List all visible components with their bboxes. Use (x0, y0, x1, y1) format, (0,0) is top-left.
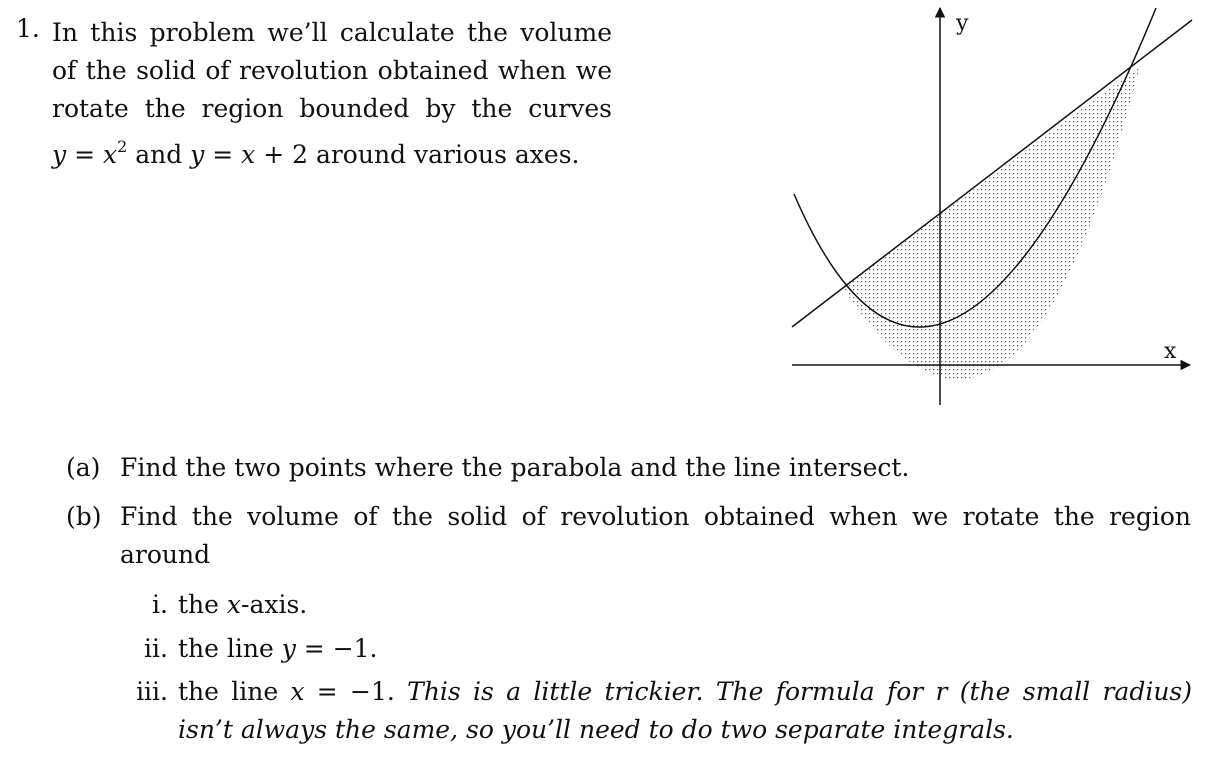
intro-line-4-tail: + 2 around various axes. (255, 140, 580, 169)
intro-line-2: of the solid of revolution obtained when we (52, 56, 612, 85)
intro-line-1: In this problem we’ll calculate the volume (52, 18, 612, 47)
subpart-iii-italic-2: isn’t always the same, so you’ll need to do two separate integrals. (178, 715, 1014, 744)
equals: = (66, 140, 103, 169)
subpart-i-pre: the (178, 590, 227, 619)
shaded-region (842, 66, 1140, 379)
part-b-line-2: around (120, 540, 211, 569)
equals-2: = (204, 140, 242, 169)
math-y-2: y (190, 140, 205, 169)
intro-line-3: rotate the region bounded by the curves (52, 94, 612, 123)
region-figure (780, 0, 1200, 415)
part-b-label: (b) (66, 502, 102, 531)
subpart-ii-pre: the line (178, 634, 282, 663)
part-b-line-1: Find the volume of the solid of revolution obtained when we rotate the region (120, 502, 1191, 531)
exponent: 2 (117, 137, 128, 156)
problem-number: 1. (16, 14, 40, 43)
subpart-iii-pre: the line (178, 677, 291, 706)
problem-intro (52, 14, 612, 174)
part-a-label: (a) (66, 453, 101, 482)
math-x: x (102, 140, 118, 169)
subpart-iii-label: iii. (136, 677, 168, 706)
subpart-i-text (178, 586, 307, 624)
y-axis-label: y (956, 11, 969, 36)
subpart-iii-var: x (290, 677, 305, 706)
subpart-ii-post: = −1. (295, 634, 378, 663)
math-y: y (52, 140, 67, 169)
subpart-ii-label: ii. (144, 634, 168, 663)
math-x-2: x (241, 140, 256, 169)
subpart-iii-post: = −1. (304, 677, 408, 706)
subpart-ii-text (178, 630, 378, 668)
subpart-i-post: -axis. (241, 590, 308, 619)
subpart-iii-line-1 (178, 673, 1192, 711)
subpart-iii-text (178, 673, 1192, 749)
subpart-ii-var: y (281, 634, 296, 663)
part-b-text (120, 498, 1191, 574)
intro-line-4 (52, 128, 612, 174)
subpart-i-var: x (226, 590, 241, 619)
subpart-iii-italic-1: This is a little trickier. The formula for r (the small radius) (407, 677, 1192, 706)
subpart-i-label: i. (152, 590, 168, 619)
part-a-text: Find the two points where the parabola and the line intersect. (120, 453, 910, 482)
and-word: and (127, 140, 191, 169)
x-axis-label: x (1164, 339, 1177, 364)
